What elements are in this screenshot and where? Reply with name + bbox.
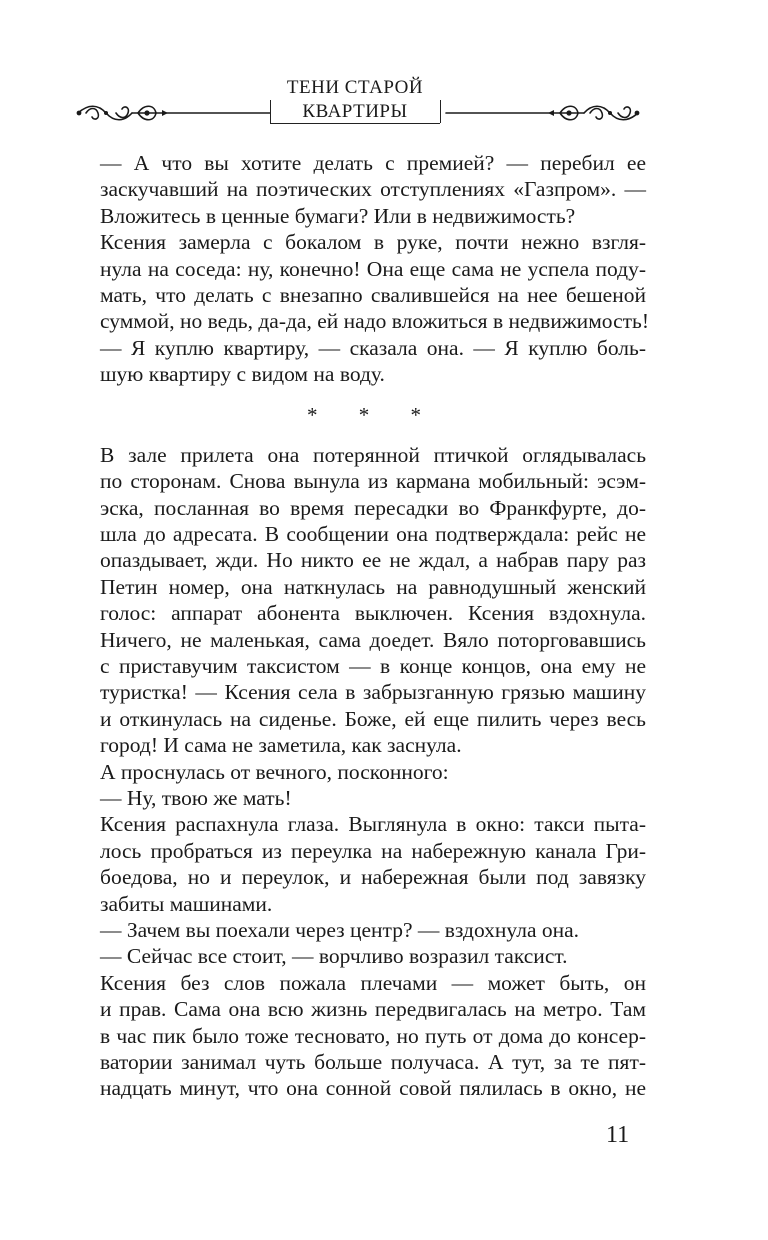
text-line: В зале прилета она потерянной птичкой оглядывалась <box>100 442 646 467</box>
running-title-line1: ТЕНИ СТАРОЙ <box>286 77 424 98</box>
text-line: шла до адресата. В сообщении она подтверждала: рейс не <box>100 522 646 547</box>
text-line: заскучавший на поэтических отступлениях «Газпром». — <box>100 177 646 202</box>
text-line: надцать минут, что она сонной совой пялилась в окно, не <box>100 1076 646 1101</box>
title-box-left-bar <box>270 100 271 123</box>
text-line: эска, посланная во время пересадки во Франкфурте, до- <box>100 495 646 520</box>
text-line: Ксения замерла с бокалом в руке, почти нежно взгля- <box>100 230 646 255</box>
text-line: опаздывает, жди. Но никто ее не ждал, а набрав пару раз <box>100 548 646 573</box>
title-box-right-bar <box>440 100 441 123</box>
text-line: Ксения без слов пожала плечами — может быть, он <box>100 970 646 995</box>
text-line: мать, что делать с внезапно свалившейся на нее бешеной <box>100 282 646 307</box>
running-title <box>270 76 440 124</box>
text-line: нула на соседа: ну, конечно! Она еще сама не успела поду- <box>100 256 646 281</box>
paragraph-block-1 <box>100 150 649 388</box>
text-line: — Сейчас все стоит, — ворчливо возразил таксист. <box>100 944 568 969</box>
text-line: в час пик было тоже тесновато, но путь от дома до консер- <box>100 1023 646 1048</box>
flourish-ornament-left-icon <box>76 100 276 126</box>
text-line: город! И сама не заметила, как заснула. <box>100 733 462 758</box>
text-line: с приставучим таксистом — в конце концов, она ему не <box>100 654 646 679</box>
text-line: Петин номер, она наткнулась на равнодушный женский <box>100 574 646 599</box>
running-title-line2: КВАРТИРЫ <box>302 101 408 122</box>
text-line: суммой, но ведь, да-да, ей надо вложиться в недвижимость! <box>100 309 649 334</box>
text-line: забиты машинами. <box>100 891 273 916</box>
text-line: — А что вы хотите делать с премией? — перебил ее <box>100 151 646 175</box>
header-rule <box>270 123 440 124</box>
text-line: по сторонам. Снова вынула из кармана мобильный: эсэм- <box>100 469 646 494</box>
text-line: и прав. Сама она всю жизнь передвигалась на метро. Там <box>100 997 646 1022</box>
text-line: — Ну, твою же мать! <box>100 786 292 810</box>
text-line: боедова, но и переулок, и набережная были под завязку <box>100 865 646 890</box>
text-line: лось пробраться из переулка на набережную канала Гри- <box>100 838 646 863</box>
text-line: Ничего, не маленькая, сама доедет. Вяло поторговавшись <box>100 627 646 652</box>
text-line: Вложитесь в ценные бумаги? Или в недвижимость? <box>100 203 576 228</box>
page-number: 11 <box>606 1122 630 1148</box>
text-line: шую квартиру с видом на воду. <box>100 362 385 387</box>
text-line: туристка! — Ксения села в забрызганную грязью машину <box>100 680 646 705</box>
text-line: А проснулась от вечного, посконного: <box>100 759 449 784</box>
page-body <box>100 150 649 1102</box>
paragraph-block-2 <box>100 442 646 1102</box>
running-header <box>0 0 768 140</box>
section-break-dinkus: * * * <box>307 402 439 427</box>
text-line: Ксения распахнула глаза. Выглянула в окно: такси пыта- <box>100 812 646 837</box>
text-line: — Я куплю квартиру, — сказала она. — Я куплю боль- <box>100 335 646 360</box>
text-line: и откинулась на сиденье. Боже, ей еще пилить через весь <box>100 706 646 731</box>
text-line: голос: аппарат абонента выключен. Ксения вздохнула. <box>100 601 646 626</box>
text-line: ватории занимал чуть больше получаса. А тут, за те пят- <box>100 1049 646 1074</box>
text-line: — Зачем вы поехали через центр? — вздохнула она. <box>100 917 580 942</box>
flourish-ornament-right-icon <box>440 100 640 126</box>
